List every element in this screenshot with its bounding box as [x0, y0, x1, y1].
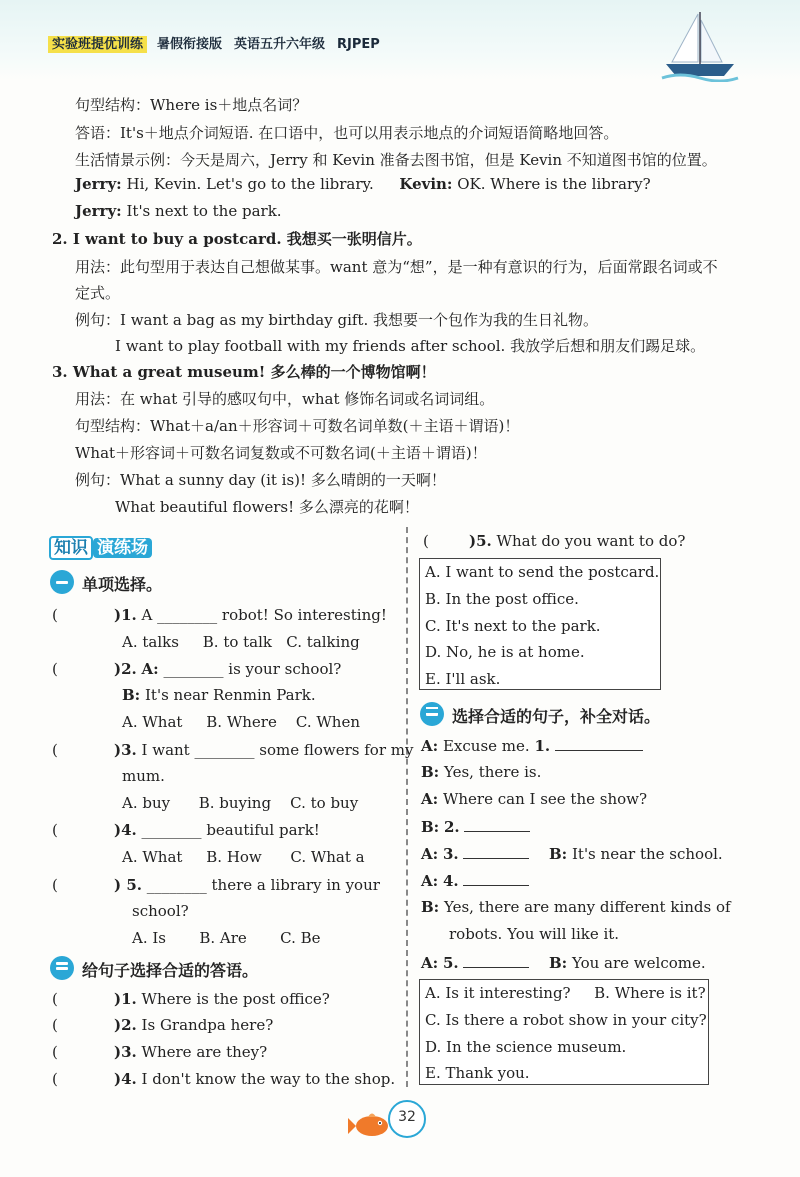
q2-text: ________ is your school?	[163, 660, 342, 678]
q1-options: A. talks B. to talk C. talking	[122, 633, 360, 651]
s3-line-5	[421, 844, 723, 863]
header-edition: 暑假衔接版	[157, 37, 223, 52]
s3-option-a: A. Is it interesting?	[425, 984, 571, 1002]
speaker-label: B:	[122, 686, 141, 704]
s3-line-7	[421, 898, 731, 916]
s3-option: E. Thank you.	[425, 1064, 530, 1082]
s3-text: You are welcome.	[571, 954, 706, 972]
answer-blank[interactable]	[463, 953, 529, 968]
answer-blank[interactable]	[463, 844, 529, 859]
q3-text: I want ________ some flowers for my	[141, 741, 414, 759]
answer-blank[interactable]	[463, 871, 529, 886]
s2-item-text: Where are they?	[141, 1043, 268, 1061]
speaker-label: A:	[421, 737, 439, 755]
q5-text-2: school?	[132, 902, 189, 920]
q2-reply-text: It's near Renmin Park.	[145, 686, 316, 704]
point3-title: 3. What a great museum! 多么棒的一个博物馆啊！	[52, 363, 436, 381]
s2-item	[52, 990, 330, 1008]
speaker-label: B:	[548, 954, 568, 972]
answer-paren[interactable]: (	[52, 1016, 58, 1034]
practice-label	[49, 533, 152, 559]
s3-line-6	[421, 871, 529, 890]
point3-example-1: 例句：What a sunny day (it is)! 多么晴朗的一天啊！	[75, 471, 446, 489]
s3-blank-number: 4.	[442, 872, 459, 890]
s3-line-4	[421, 817, 530, 836]
s2-item-number: )4.	[114, 1070, 137, 1088]
intro-dialogue-1	[75, 175, 651, 193]
header-brand: 实验班提优训练	[48, 36, 147, 53]
speaker-label: A:	[421, 872, 439, 890]
s2-item	[52, 1043, 267, 1061]
intro-dialogue-2	[75, 202, 282, 220]
s3-option: D. In the science museum.	[425, 1038, 627, 1056]
q2-reply	[122, 686, 316, 704]
s3-blank-number: 3.	[442, 845, 459, 863]
s3-text: It's near the school.	[571, 845, 723, 863]
q1-number: )1.	[114, 606, 137, 624]
point2-example-2: I want to play football with my friends after school. 我放学后想和朋友们踢足球。	[115, 337, 706, 355]
q2-number: )2.	[114, 660, 137, 678]
q3-text-2: mum.	[122, 767, 165, 785]
page-number	[388, 1100, 426, 1138]
sailboat-icon	[660, 10, 740, 82]
answer-paren[interactable]: (	[52, 660, 58, 678]
point3-usage: 用法：在 what 引导的感叹句中，what 修饰名词或名词词组。	[75, 390, 495, 408]
dialogue-text: It's next to the park.	[126, 202, 282, 220]
speaker-label: A:	[421, 845, 439, 863]
speaker-label: A:	[421, 954, 439, 972]
answer-paren[interactable]: (	[52, 821, 58, 839]
s3-line-2	[421, 763, 541, 781]
s2-item-text: Where is the post office?	[141, 990, 330, 1008]
section-1-badge-icon	[50, 570, 74, 594]
speaker-label: A:	[421, 790, 439, 808]
fish-icon	[346, 1106, 394, 1142]
q5-options: A. Is B. Are C. Be	[132, 929, 321, 947]
intro-structure: 句型结构：Where is＋地点名词？	[75, 96, 308, 114]
practice-label-1: 知识	[49, 536, 93, 560]
speaker-label: Jerry:	[75, 175, 122, 193]
section-3-title: 选择合适的句子，补全对话。	[452, 707, 661, 726]
q5-text: ________ there a library in your	[146, 876, 380, 894]
answer-paren[interactable]: (	[52, 876, 58, 894]
s3-text: Where can I see the show?	[442, 790, 648, 808]
point2-usage-1: 用法：此句型用于表达自己想做某事。want 意为“想”，是一种有意识的行为，后面常跟名词或不	[75, 258, 718, 276]
s2-item	[52, 1016, 273, 1034]
point3-structure-2: What＋形容词＋可数名词复数或不可数名词(＋主语＋谓语)！	[75, 444, 487, 462]
s2-item-number: )5.	[469, 532, 492, 550]
speaker-label: Jerry:	[75, 202, 122, 220]
q5-number: ) 5.	[114, 876, 142, 894]
s2-option: A. I want to send the postcard.	[425, 563, 660, 581]
s2-option: D. No, he is at home.	[425, 643, 585, 661]
s2-item-number: )2.	[114, 1016, 137, 1034]
s2-item-number: )3.	[114, 1043, 137, 1061]
q1-line	[52, 606, 387, 624]
s3-blank-number: 1.	[534, 737, 551, 755]
s3-line-1	[421, 736, 643, 755]
s3-option	[425, 984, 706, 1002]
s3-option: C. Is there a robot show in your city?	[425, 1011, 707, 1029]
answer-paren[interactable]: (	[52, 1043, 58, 1061]
s2-item-text: Is Grandpa here?	[141, 1016, 274, 1034]
q1-text: A ________ robot! So interesting!	[141, 606, 387, 624]
header-version: RJPEP	[337, 37, 380, 52]
practice-label-2: 演练场	[93, 538, 152, 558]
section-1-title: 单项选择。	[82, 575, 163, 594]
answer-blank[interactable]	[555, 736, 643, 751]
q3-number: )3.	[114, 741, 137, 759]
speaker-label: A:	[141, 660, 159, 678]
s3-line-3	[421, 790, 647, 808]
q5-line	[52, 876, 380, 894]
header-title	[48, 33, 380, 53]
section-3-badge-icon	[420, 702, 444, 726]
section-2-title: 给句子选择合适的答语。	[82, 961, 259, 980]
answer-paren[interactable]: (	[52, 606, 58, 624]
point3-example-2: What beautiful flowers! 多么漂亮的花啊！	[115, 498, 419, 516]
q3-options: A. buy B. buying C. to buy	[122, 794, 359, 812]
s3-line-8	[421, 953, 706, 972]
point2-usage-2: 定式。	[75, 284, 121, 302]
s2-item	[52, 1070, 395, 1088]
point2-title: 2. I want to buy a postcard. 我想买一张明信片。	[52, 230, 422, 248]
q2-options: A. What B. Where C. When	[122, 713, 360, 731]
point2-example-1: 例句：I want a bag as my birthday gift. 我想要一个包作为我的生日礼物。	[75, 311, 598, 329]
s2-item-text: What do you want to do?	[496, 532, 686, 550]
s2-option: C. It's next to the park.	[425, 617, 601, 635]
s2-item-number: )1.	[114, 990, 137, 1008]
answer-blank[interactable]	[464, 817, 530, 832]
intro-scene: 生活情景示例：今天是周六，Jerry 和 Kevin 准备去图书馆，但是 Kevin 不知道图书馆的位置。	[75, 151, 717, 169]
q4-number: )4.	[114, 821, 137, 839]
s3-text: Excuse me.	[442, 737, 530, 755]
s3-blank-number: 2.	[444, 818, 460, 836]
s3-text: Yes, there are many different kinds of	[444, 898, 731, 916]
speaker-label: B:	[421, 898, 440, 916]
header-subject: 英语五升六年级	[234, 37, 326, 52]
s3-text: Yes, there is.	[444, 763, 542, 781]
section-2-badge-icon	[50, 956, 74, 980]
speaker-label: B:	[421, 763, 440, 781]
s2-option: E. I'll ask.	[425, 670, 501, 688]
page-number-text: 32	[398, 1109, 416, 1125]
point3-structure-1: 句型结构：What＋a/an＋形容词＋可数名词单数(＋主语＋谓语)！	[75, 417, 520, 435]
speaker-label: Kevin:	[399, 175, 453, 193]
q4-line	[52, 821, 320, 839]
dialogue-text: OK. Where is the library?	[457, 175, 651, 193]
answer-paren[interactable]: (	[52, 741, 58, 759]
column-divider	[406, 527, 408, 1087]
intro-answer: 答语：It's＋地点介词短语. 在口语中，也可以用表示地点的介词短语简略地回答。	[75, 124, 619, 142]
q4-options: A. What B. How C. What a	[122, 848, 365, 866]
speaker-label: B:	[548, 845, 568, 863]
q2-line	[52, 660, 341, 678]
s3-blank-number: 5.	[442, 954, 459, 972]
dialogue-text: Hi, Kevin. Let's go to the library.	[126, 175, 374, 193]
q3-line	[52, 741, 413, 759]
s2-option: B. In the post office.	[425, 590, 579, 608]
answer-paren[interactable]: (	[423, 532, 429, 550]
s2-item-text: I don't know the way to the shop.	[141, 1070, 396, 1088]
s2-item	[423, 532, 685, 550]
s3-line-7b: robots. You will like it.	[449, 925, 620, 943]
answer-paren[interactable]: (	[52, 1070, 58, 1088]
answer-paren[interactable]: (	[52, 990, 58, 1008]
s3-option-b: B. Where is it?	[594, 984, 706, 1002]
speaker-label: B:	[421, 818, 440, 836]
q4-text: ________ beautiful park!	[141, 821, 320, 839]
